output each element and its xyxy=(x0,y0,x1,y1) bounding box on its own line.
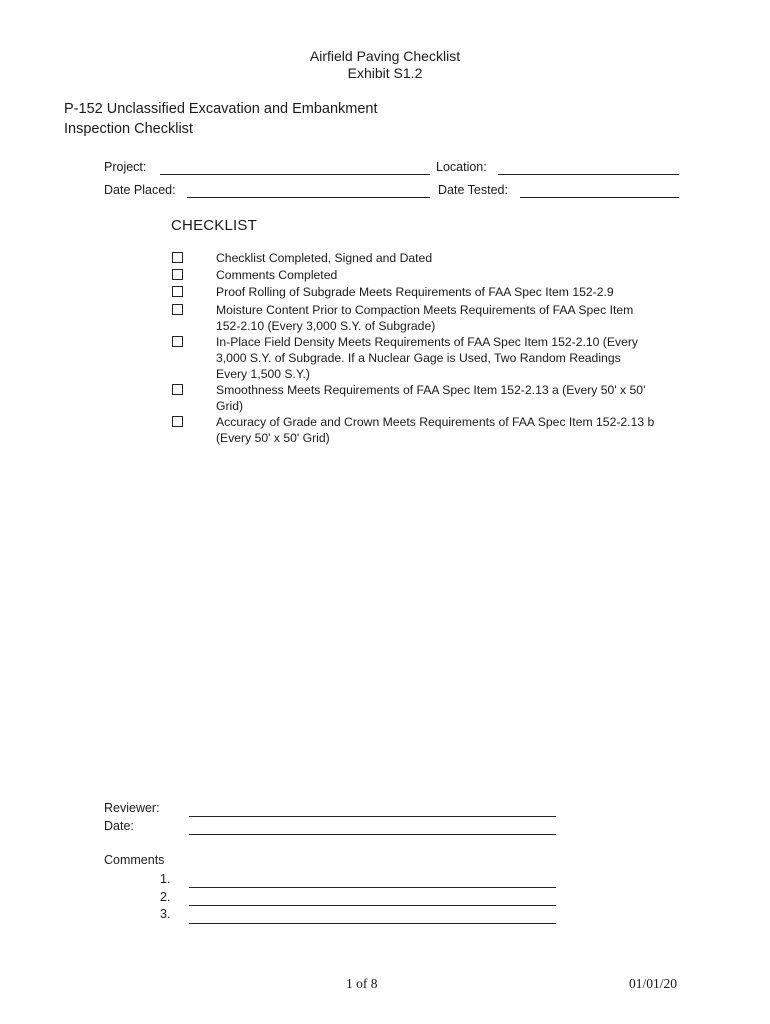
checkbox[interactable] xyxy=(172,252,183,263)
comment-line-1[interactable] xyxy=(189,887,556,888)
checkbox[interactable] xyxy=(172,384,183,395)
checklist-item-line: Comments Completed xyxy=(216,268,338,282)
checklist-item-line: Smoothness Meets Requirements of FAA Spec Item 152-2.13 a (Every 50' x 50' xyxy=(216,383,646,397)
checklist-item-line: (Every 50' x 50' Grid) xyxy=(216,431,330,446)
checklist-item-line: Grid) xyxy=(216,399,244,414)
checklist-item-line: Moisture Content Prior to Compaction Meets Requirements of FAA Spec Item xyxy=(216,303,634,317)
checklist-item-line: In-Place Field Density Meets Requirements of FAA Spec Item 152-2.10 (Every xyxy=(216,335,639,349)
comments-label: Comments xyxy=(104,853,165,867)
project-label: Project: xyxy=(104,160,147,174)
checkbox[interactable] xyxy=(172,269,183,280)
document-title: Airfield Paving Checklist xyxy=(309,48,461,64)
checklist-item xyxy=(216,267,676,283)
date-tested-label: Date Tested: xyxy=(438,183,508,197)
comment-number: 2. xyxy=(160,890,171,904)
checklist-heading-line1: P-152 Unclassified Excavation and Embankment xyxy=(64,101,378,117)
checklist-item xyxy=(216,302,676,334)
checklist-heading-line2: Inspection Checklist xyxy=(64,121,193,137)
date-tested-field[interactable] xyxy=(520,197,679,198)
checkbox[interactable] xyxy=(172,416,183,427)
checklist-item-line: 152-2.10 (Every 3,000 S.Y. of Subgrade) xyxy=(216,319,436,334)
checklist-item-line: Accuracy of Grade and Crown Meets Requirements of FAA Spec Item 152-2.13 b xyxy=(216,415,655,429)
comment-line-3[interactable] xyxy=(189,923,556,924)
checkbox[interactable] xyxy=(172,304,183,315)
checklist-item-line: 3,000 S.Y. of Subgrade. If a Nuclear Gage is Used, Two Random Readings xyxy=(216,351,621,366)
date-field[interactable] xyxy=(189,834,556,835)
exhibit-label: Exhibit S1.2 xyxy=(347,65,423,81)
checklist-item xyxy=(216,250,676,266)
checklist-item xyxy=(216,414,676,446)
project-field[interactable] xyxy=(160,174,430,175)
location-field[interactable] xyxy=(498,174,679,175)
checklist-item xyxy=(216,334,676,383)
date-placed-label: Date Placed: xyxy=(104,183,176,197)
checklist-item-line: Proof Rolling of Subgrade Meets Requirements of FAA Spec Item 152-2.9 xyxy=(216,285,614,299)
checklist-title: CHECKLIST xyxy=(171,217,257,234)
comment-number: 1. xyxy=(160,872,171,886)
comment-line-2[interactable] xyxy=(189,905,556,906)
footer-date: 01/01/20 xyxy=(629,976,678,991)
checklist-item xyxy=(216,284,676,300)
date-placed-field[interactable] xyxy=(187,197,430,198)
location-label: Location: xyxy=(436,160,487,174)
checkbox[interactable] xyxy=(172,336,183,347)
checklist-item-line: Every 1,500 S.Y.) xyxy=(216,367,310,382)
reviewer-label: Reviewer: xyxy=(104,801,160,815)
date-label: Date: xyxy=(104,819,134,833)
checkbox[interactable] xyxy=(172,286,183,297)
page-number: 1 of 8 xyxy=(346,976,378,991)
checklist-item xyxy=(216,382,676,414)
comment-number: 3. xyxy=(160,907,171,921)
checklist-item-line: Checklist Completed, Signed and Dated xyxy=(216,251,433,265)
reviewer-field[interactable] xyxy=(189,816,556,817)
